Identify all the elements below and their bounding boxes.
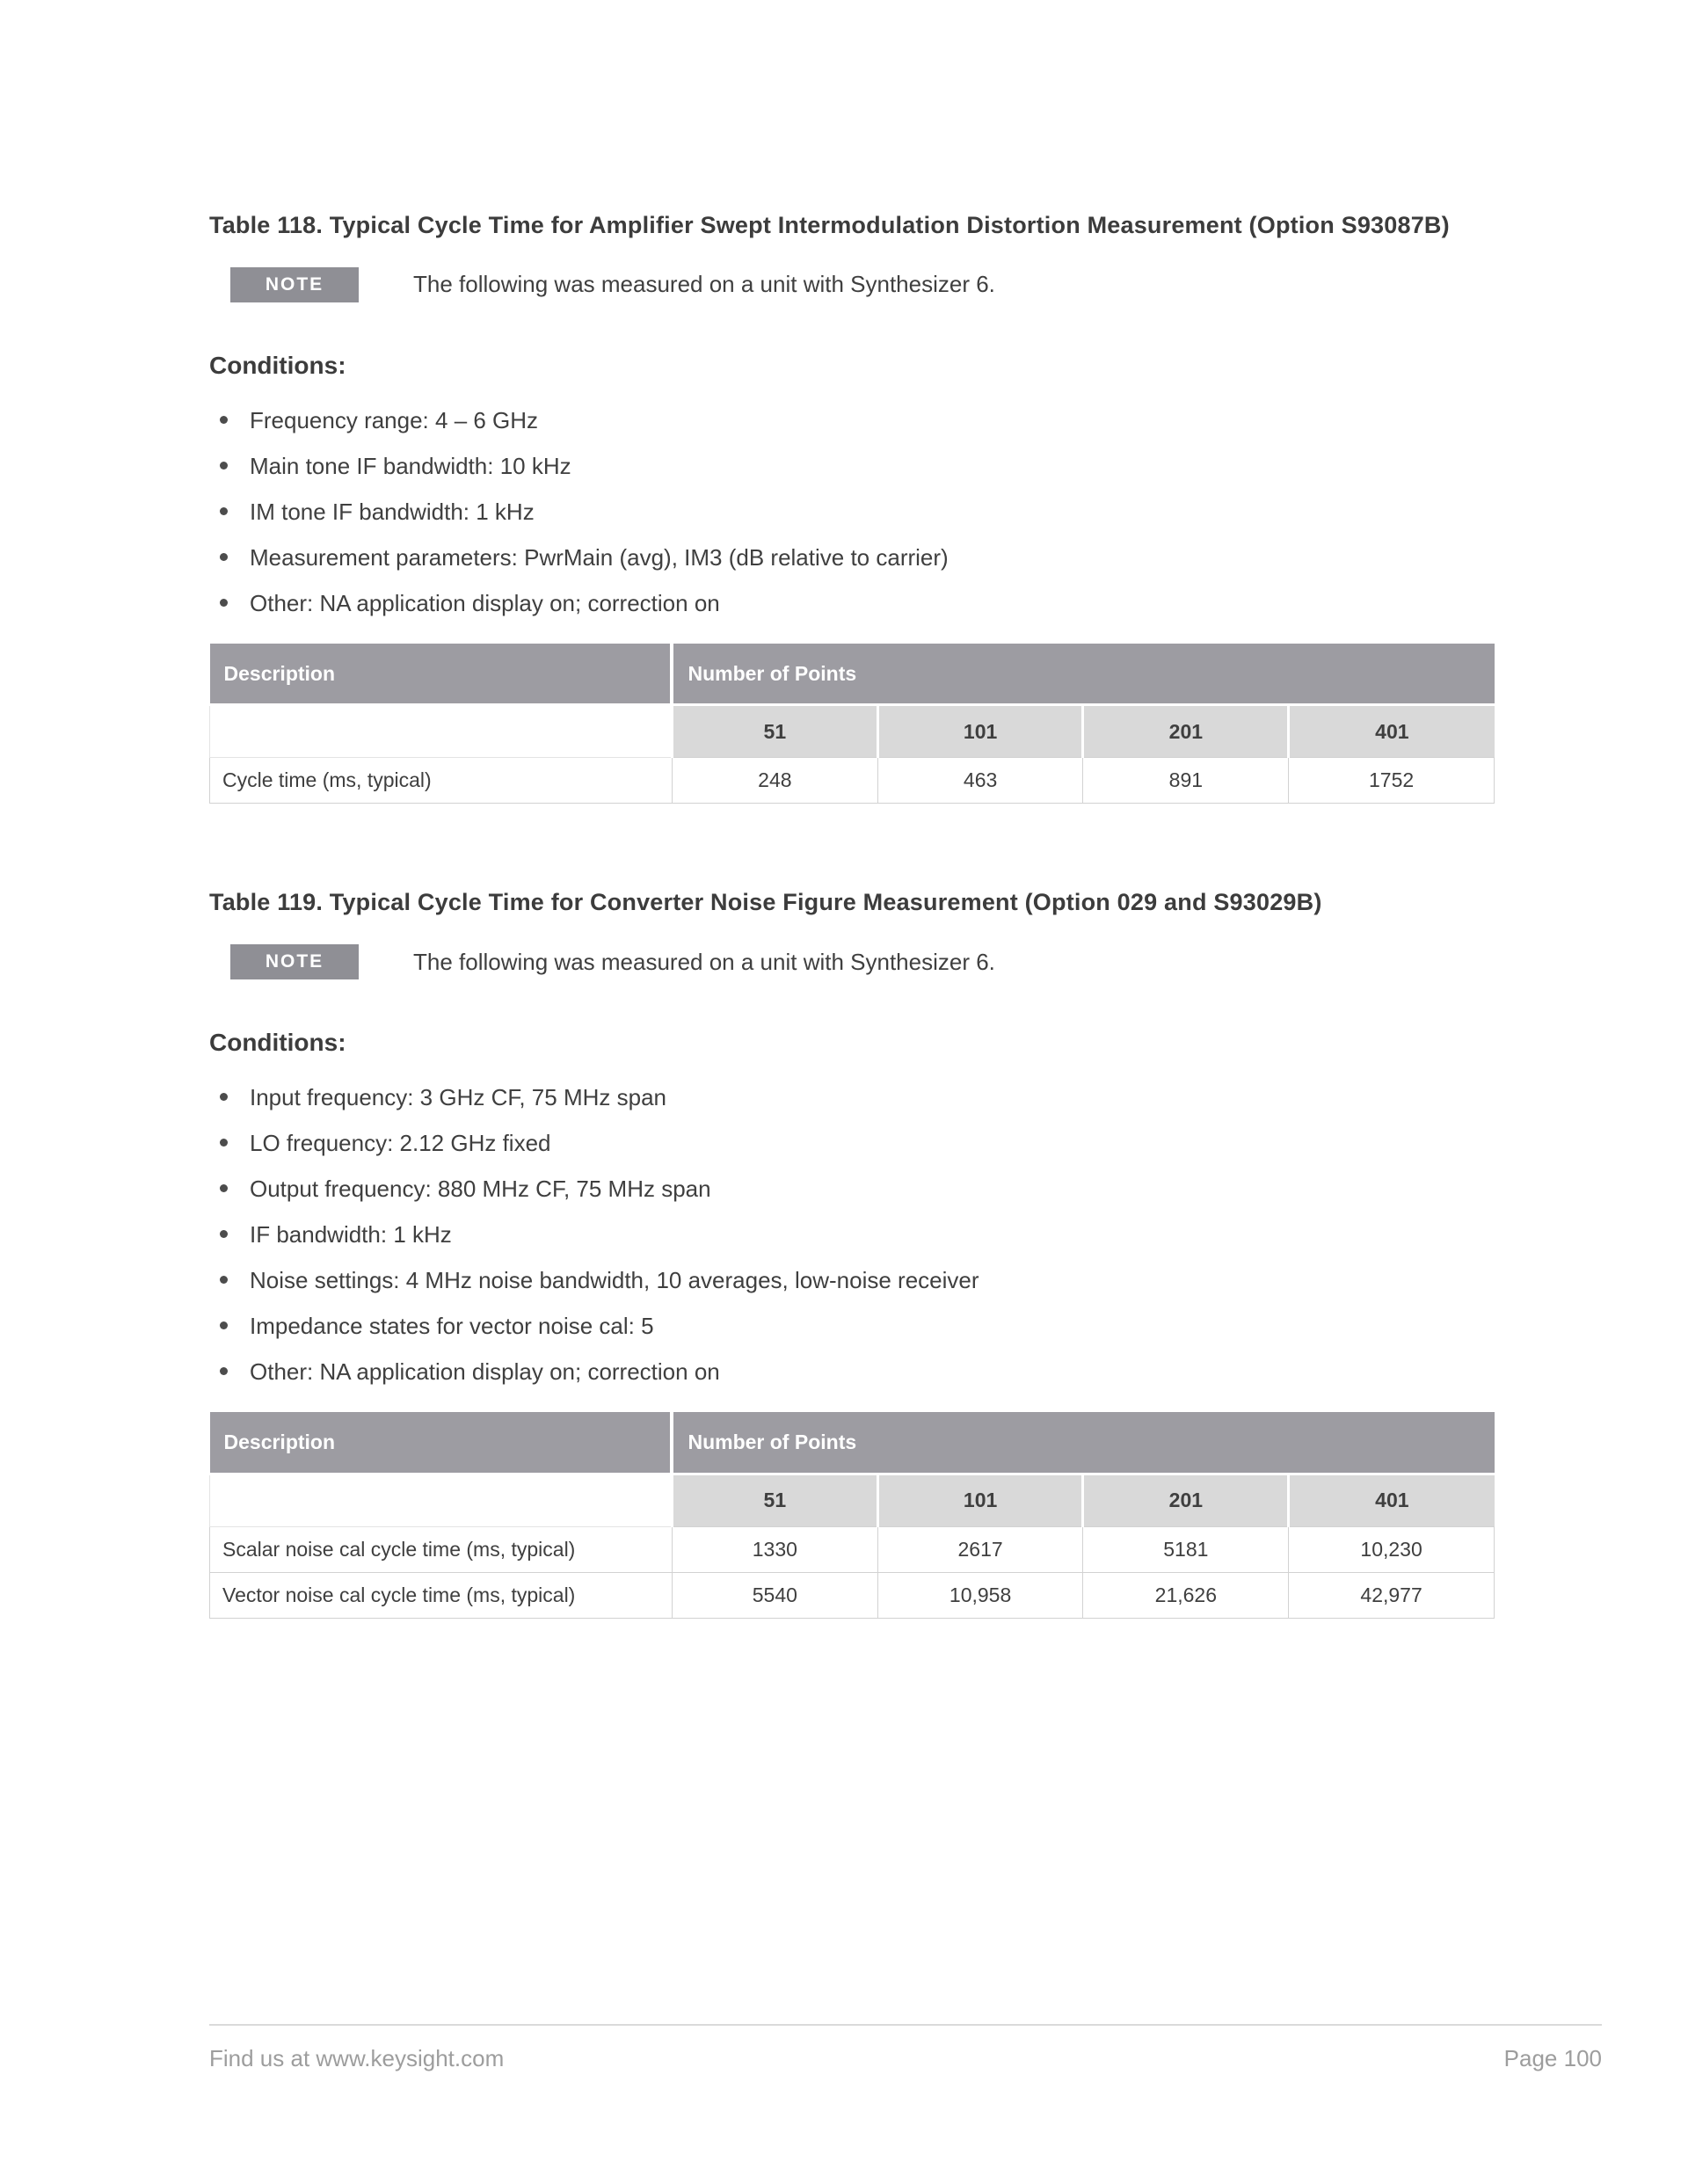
table-row — [210, 758, 1495, 804]
points-401-header: 401 — [1289, 705, 1495, 758]
footer-page-number: Page 100 — [1503, 2045, 1602, 2071]
table-row — [210, 1526, 1495, 1572]
conditions-heading: Conditions: — [209, 1029, 346, 1056]
cell-value: 891 — [1083, 758, 1289, 804]
condition-item: Main tone IF bandwidth: 10 kHz — [250, 443, 1495, 489]
number-of-points-header: Number of Points — [672, 644, 1494, 705]
cell-value: 21,626 — [1083, 1572, 1289, 1618]
table-header-row — [210, 1412, 1495, 1474]
table-row — [210, 1572, 1495, 1618]
condition-item: IF bandwidth: 1 kHz — [250, 1212, 1495, 1257]
points-101-header: 101 — [877, 705, 1083, 758]
table-118-section — [209, 211, 1495, 804]
points-51-header: 51 — [672, 705, 877, 758]
cell-value: 1330 — [672, 1526, 877, 1572]
condition-item: Output frequency: 880 MHz CF, 75 MHz span — [250, 1166, 1495, 1212]
note-badge: NOTE — [230, 267, 359, 302]
number-of-points-header: Number of Points — [672, 1412, 1494, 1474]
footer-keysight-link: Find us at www.keysight.com — [209, 2045, 505, 2071]
cell-value: 10,230 — [1289, 1526, 1495, 1572]
table-119-section — [209, 888, 1495, 1618]
cell-value: 2617 — [877, 1526, 1083, 1572]
cell-value: 5540 — [672, 1572, 877, 1618]
condition-item: Impedance states for vector noise cal: 5 — [250, 1303, 1495, 1349]
points-201-header: 201 — [1083, 705, 1289, 758]
note-badge: NOTE — [230, 944, 359, 979]
condition-item: Frequency range: 4 – 6 GHz — [250, 397, 1495, 443]
points-subheader-row — [210, 1474, 1495, 1526]
points-subheader-row — [210, 705, 1495, 758]
table-119-title: Table 119. Typical Cycle Time for Converter Noise Figure Measurement (Option 029 and S93029B) — [209, 889, 1322, 916]
condition-item: IM tone IF bandwidth: 1 kHz — [250, 489, 1495, 535]
condition-item: Other: NA application display on; correction on — [250, 580, 1495, 626]
cycle-time-table-118 — [209, 644, 1495, 804]
page-content — [209, 0, 1495, 1619]
note-text: The following was measured on a unit with Synthesizer 6. — [413, 948, 995, 975]
condition-item: Measurement parameters: PwrMain (avg), IM3 (dB relative to carrier) — [250, 535, 1495, 580]
page-footer — [209, 2024, 1602, 2072]
conditions-heading: Conditions: — [209, 351, 346, 379]
points-51-header: 51 — [672, 1474, 877, 1526]
condition-item: Input frequency: 3 GHz CF, 75 MHz span — [250, 1074, 1495, 1120]
row-label: Cycle time (ms, typical) — [210, 758, 673, 804]
table-header-row — [210, 644, 1495, 705]
cell-value: 463 — [877, 758, 1083, 804]
cell-value: 248 — [672, 758, 877, 804]
condition-item: Noise settings: 4 MHz noise bandwidth, 10 averages, low-noise receiver — [250, 1257, 1495, 1303]
cell-value: 1752 — [1289, 758, 1495, 804]
row-label: Scalar noise cal cycle time (ms, typical) — [210, 1526, 673, 1572]
subheader-empty-cell — [210, 1474, 673, 1526]
points-201-header: 201 — [1083, 1474, 1289, 1526]
note-text: The following was measured on a unit with Synthesizer 6. — [413, 271, 995, 298]
table-118-title: Table 118. Typical Cycle Time for Amplifier Swept Intermodulation Distortion Measurement (Option S93087B) — [209, 212, 1450, 238]
conditions-list — [209, 1074, 1495, 1394]
points-401-header: 401 — [1289, 1474, 1495, 1526]
cell-value: 5181 — [1083, 1526, 1289, 1572]
subheader-empty-cell — [210, 705, 673, 758]
description-column-header: Description — [210, 1412, 673, 1474]
condition-item: LO frequency: 2.12 GHz fixed — [250, 1120, 1495, 1166]
note-callout — [209, 944, 1495, 979]
cycle-time-table-119 — [209, 1412, 1495, 1619]
row-label: Vector noise cal cycle time (ms, typical) — [210, 1572, 673, 1618]
conditions-list — [209, 397, 1495, 626]
note-callout — [209, 267, 1495, 302]
description-column-header: Description — [210, 644, 673, 705]
cell-value: 10,958 — [877, 1572, 1083, 1618]
cell-value: 42,977 — [1289, 1572, 1495, 1618]
points-101-header: 101 — [877, 1474, 1083, 1526]
condition-item: Other: NA application display on; correction on — [250, 1349, 1495, 1394]
